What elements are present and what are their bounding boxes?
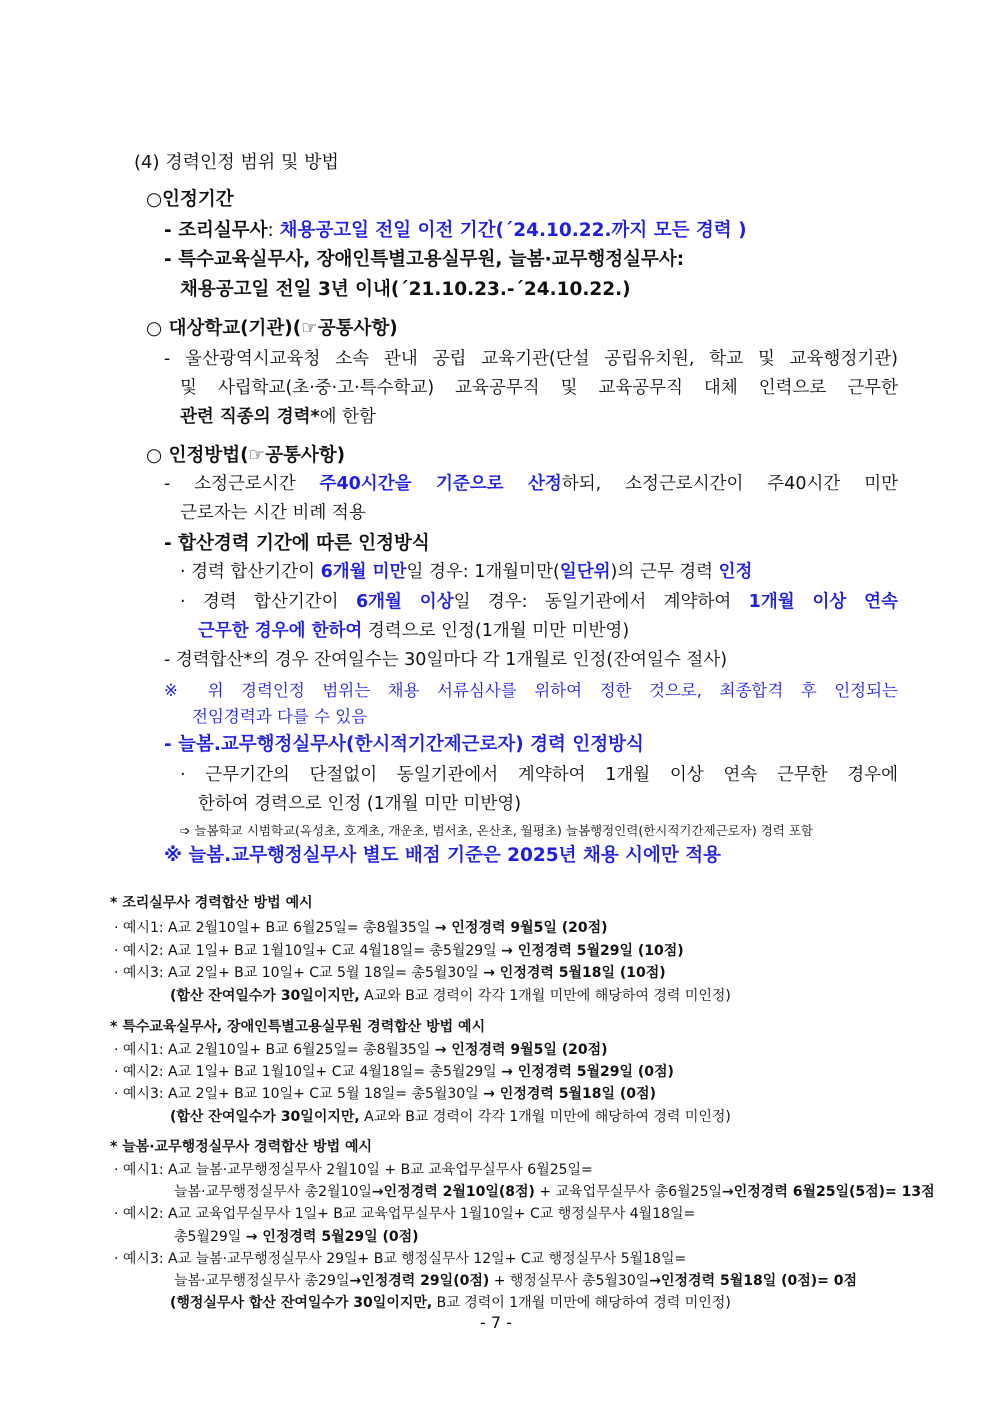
special-ex2-a: · 예시2: A교 1일+ B교 1월10일+ C교 4월18일= 총5월29일	[114, 1064, 502, 1080]
nb-note-a: (행정실무사 합산 잔여일수가 30일이지만,	[170, 1295, 433, 1311]
nb-note: ※ 늘봄.교무행정실무사 별도 배점 기준은 2025년 채용 시에만 적용	[164, 845, 721, 866]
method-heading: ○ 인정방법(☞공통사항)	[146, 445, 346, 466]
method-l1-b: 주40시간을 기준으로 산정	[319, 474, 562, 494]
nb-line-1: · 근무기간의 단절없이 동일기관에서 계약하여 1개월 이상 연속 근무한 경우에	[180, 765, 898, 785]
special-example-2	[114, 1061, 674, 1081]
nb-heading: - 늘봄.교무행정실무사(한시적기간제근로자) 경력 인정방식	[164, 734, 644, 755]
target-line-1: - 울산광역시교육청 소속 관내 공립 교육기관(단설 공립유치원, 학교 및 교육행정기관)	[164, 349, 898, 369]
special-ex1-b: → 인정경력 9월5일 (20점)	[434, 1042, 608, 1058]
cook-colon: :	[267, 220, 280, 241]
special-ex1-a: · 예시1: A교 2월10일+ B교 6월25일= 총8월35일	[114, 1042, 435, 1058]
nb-example-2-line-1: · 예시2: A교 교육업무실무사 1일+ B교 교육업무실무사 1월10일+ C교 행정실무사 4월18일=	[114, 1206, 696, 1222]
note-2: 전임경력과 다를 수 있음	[192, 707, 368, 726]
cook-ex2-a: · 예시2: A교 1일+ B교 1월10일+ C교 4월18일= 총5월29일	[114, 943, 502, 959]
sum-heading: - 합산경력 기간에 따른 인정방식	[164, 533, 430, 554]
special-ex2-b: → 인정경력 5월29일 (0점)	[501, 1064, 674, 1080]
s2-a: · 경력 합산기간이	[180, 592, 356, 612]
period-special-label: - 특수교육실무사, 장애인특별고용실무원, 늘봄·교무행정실무사:	[164, 249, 685, 270]
cook-ex2-b: → 인정경력 5월29일 (10점)	[501, 943, 684, 959]
method-l1-c: 하되, 소정근로시간이 주40시간 미만	[561, 474, 898, 494]
cook-ex1-a: · 예시1: A교 2월10일+ B교 6월25일= 총8월35일	[114, 920, 435, 936]
cook-example-2	[114, 940, 684, 960]
s2-f: 경력으로 인정(1개월 미만 미반영)	[362, 621, 630, 641]
special-note-b: A교와 B교 경력이 각각 1개월 미만에 해당하여 경력 미인정)	[359, 1109, 731, 1125]
s1-e: )의 근무 경력	[610, 562, 719, 582]
special-example-1	[114, 1039, 608, 1059]
target-line-3-rest: 에 한함	[319, 407, 376, 427]
s1-c: 일 경우: 1개월미만(	[406, 562, 560, 582]
period-special-value: 채용공고일 전일 3년 이내(´21.10.23.-´24.10.22.)	[180, 279, 631, 300]
cook-example-3	[114, 962, 666, 982]
nb-ex1-b: →인정경력 2월10일(8점)	[371, 1184, 535, 1200]
nb-ex2-a: 총5월29일	[174, 1229, 246, 1245]
nb-examples-heading: * 늘봄·교무행정실무사 경력합산 방법 예시	[110, 1139, 373, 1155]
nb-example-1-line-1: · 예시1: A교 늘봄·교무행정실무사 2월10일 + B교 교육업무실무사 6월25일=	[114, 1162, 593, 1178]
cook-examples-heading: * 조리실무사 경력합산 방법 예시	[110, 895, 313, 911]
s1-a: · 경력 합산기간이	[180, 562, 321, 582]
arrow-pointer-icon: ➩	[180, 823, 191, 838]
special-examples-heading: * 특수교육실무사, 장애인특별고용실무원 경력합산 방법 예시	[110, 1019, 486, 1035]
method-l1-a: - 소정근로시간	[164, 474, 320, 494]
period-cook-line	[164, 216, 747, 242]
related-career: 관련 직종의 경력*	[180, 407, 320, 427]
s2-e: 근무한 경우에 한하여	[198, 621, 363, 641]
nb-example-1-line-2	[174, 1181, 935, 1201]
page-number: - 7 -	[480, 1313, 512, 1332]
cook-note-a: (합산 잔여일수가 30일이지만,	[170, 988, 360, 1004]
special-example-note	[170, 1106, 731, 1126]
nb-example-note	[170, 1292, 731, 1312]
s1-b: 6개월 미만	[320, 562, 407, 582]
nb-ex3-d: →인정경력 5월18일 (0점)= 0점	[649, 1273, 858, 1289]
method-line-1	[164, 470, 898, 495]
nb-ex3-b: →인정경력 29일(0점)	[349, 1273, 490, 1289]
nb-example-2-line-2	[174, 1226, 419, 1246]
cook-label: - 조리실무사	[164, 220, 268, 241]
nb-ex2-b: → 인정경력 5월29일 (0점)	[245, 1229, 419, 1245]
note-1: ※ 위 경력인정 범위는 채용 서류심사를 위하여 정한 것으로, 최종합격 후 인정되는	[164, 681, 898, 700]
special-ex3-b: → 인정경력 5월18일 (0점)	[483, 1086, 656, 1102]
cook-example-note	[170, 985, 731, 1005]
target-line-2: 및 사립학교(초·중·고·특수학교) 교육공무직 및 교육공무직 대체 인력으로 근무한	[180, 378, 898, 398]
cook-ex3-b: → 인정경력 5월18일 (10점)	[483, 965, 666, 981]
method-line-2: 근로자는 시간 비례 적용	[180, 503, 366, 523]
nb-ex3-c: + 행정실무사 총5월30일	[489, 1273, 650, 1289]
sum-rule-2	[180, 588, 898, 613]
nb-ex3-a: 늘봄·교무행정실무사 총29일	[174, 1273, 350, 1289]
nb-small-text: 늘봄학교 시범학교(옥성초, 호계초, 개운초, 범서초, 온산초, 월평초) 늘봄행정인력(한시적기간제근로자) 경력 포함	[194, 823, 813, 838]
nb-example-3-line-1: · 예시3: A교 늘봄·교무행정실무사 29일+ B교 행정실무사 12일+ C교 행정실무사 5월18일=	[114, 1251, 687, 1267]
section-title: (4) 경력인정 범위 및 방법	[134, 152, 339, 173]
s1-d: 일단위	[559, 562, 611, 582]
sum-rule-1	[180, 558, 752, 583]
s2-b: 6개월 이상	[355, 592, 454, 612]
s1-f: 인정	[718, 562, 753, 582]
nb-note-b: B교 경력이 1개월 미만에 해당하여 경력 미인정)	[432, 1295, 731, 1311]
cook-example-1	[114, 917, 608, 937]
sum-rule-3: - 경력합산*의 경우 잔여일수는 30일마다 각 1개월로 인정(잔여일수 절사)	[164, 650, 728, 670]
cook-ex3-a: · 예시3: A교 2일+ B교 10일+ C교 5월 18일= 총5월30일	[114, 965, 484, 981]
s2-c: 일 경우: 동일기관에서 계약하여	[453, 592, 749, 612]
special-example-3	[114, 1083, 656, 1103]
cook-note-b: A교와 B교 경력이 각각 1개월 미만에 해당하여 경력 미인정)	[359, 988, 731, 1004]
nb-small-note	[180, 821, 813, 839]
target-heading: ○ 대상학교(기관)(☞공통사항)	[146, 318, 398, 339]
cook-value: 채용공고일 전일 이전 기간(´24.10.22.까지 모든 경력 )	[279, 220, 747, 241]
nb-ex1-c: + 교육업무실무사 총6월25일	[534, 1184, 723, 1200]
special-ex3-a: · 예시3: A교 2일+ B교 10일+ C교 5월 18일= 총5월30일	[114, 1086, 484, 1102]
target-line-3	[180, 403, 376, 428]
special-note-a: (합산 잔여일수가 30일이지만,	[170, 1109, 360, 1125]
s2-d: 1개월 이상 연속	[748, 592, 898, 612]
period-heading: ○인정기간	[146, 189, 234, 210]
nb-line-2: 한하여 경력으로 인정 (1개월 미만 미반영)	[198, 794, 522, 814]
nb-ex1-a: 늘봄·교무행정실무사 총2월10일	[174, 1184, 372, 1200]
nb-ex1-d: →인정경력 6월25일(5점)= 13점	[722, 1184, 935, 1200]
nb-example-3-line-2	[174, 1270, 857, 1290]
cook-ex1-b: → 인정경력 9월5일 (20점)	[434, 920, 608, 936]
sum-rule-2-cont	[198, 617, 629, 642]
